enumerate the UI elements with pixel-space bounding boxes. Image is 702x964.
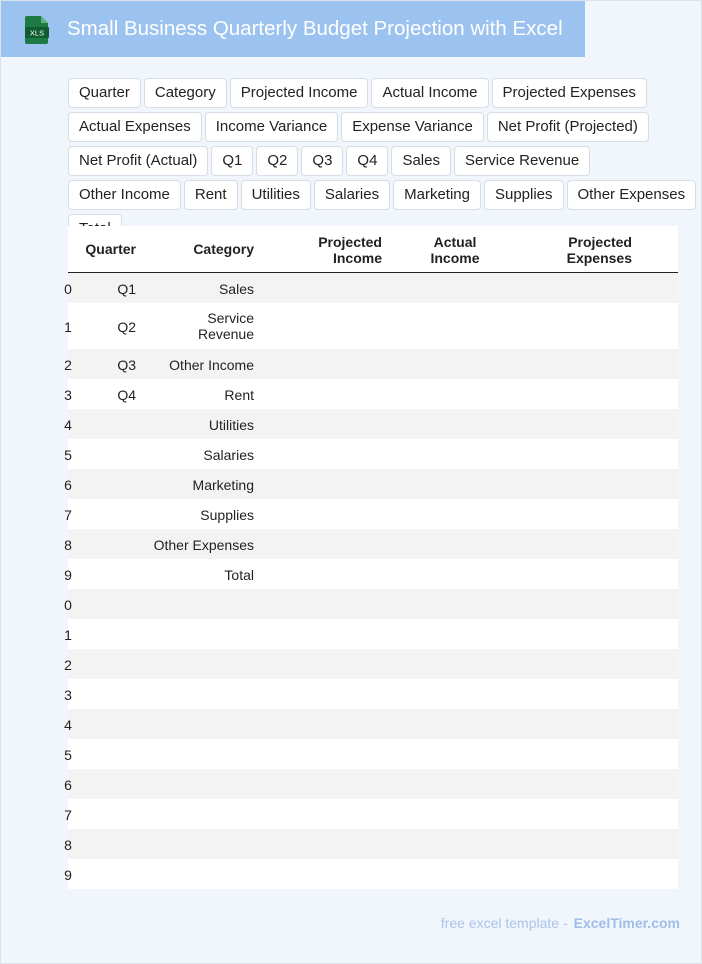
chip-quarter[interactable]: Quarter bbox=[68, 78, 141, 108]
chip-q2[interactable]: Q2 bbox=[256, 146, 298, 176]
row-index: 6 bbox=[64, 477, 72, 493]
cell-category[interactable]: Rent bbox=[224, 387, 254, 403]
row-index: 3 bbox=[64, 387, 72, 403]
cell-category[interactable]: Other Expenses bbox=[153, 537, 254, 553]
cell-category[interactable]: Supplies bbox=[200, 507, 254, 523]
cell-category[interactable]: Sales bbox=[218, 281, 254, 297]
chip-net-profit-actual[interactable]: Net Profit (Actual) bbox=[68, 146, 208, 176]
table-row bbox=[64, 589, 678, 619]
table-row bbox=[64, 829, 678, 859]
table-row bbox=[64, 769, 678, 799]
table-row bbox=[64, 303, 678, 349]
svg-text:XLS: XLS bbox=[29, 28, 45, 38]
chip-q4[interactable]: Q4 bbox=[346, 146, 388, 176]
excel-file-icon bbox=[23, 15, 51, 45]
cell-quarter[interactable]: Q2 bbox=[117, 319, 136, 335]
table-row bbox=[64, 439, 678, 469]
page-title: Small Business Quarterly Budget Projection with Excel bbox=[67, 17, 563, 40]
row-index: 3 bbox=[64, 687, 72, 703]
chip-actual-expenses[interactable]: Actual Expenses bbox=[68, 112, 202, 142]
table-row bbox=[64, 273, 678, 303]
footer-text: free excel template - bbox=[440, 915, 568, 931]
table-row bbox=[64, 349, 678, 379]
table-row bbox=[64, 379, 678, 409]
chip-supplies[interactable]: Supplies bbox=[484, 180, 564, 210]
chip-projected-income[interactable]: Projected Income bbox=[230, 78, 369, 108]
table-row bbox=[64, 859, 678, 889]
col-header-projected-income[interactable]: Projected Income bbox=[318, 234, 382, 266]
chip-other-income[interactable]: Other Income bbox=[68, 180, 181, 210]
cell-quarter[interactable]: Q3 bbox=[117, 357, 136, 373]
col-header-category[interactable]: Category bbox=[193, 241, 254, 257]
row-index: 5 bbox=[64, 747, 72, 763]
cell-category[interactable]: Utilities bbox=[208, 417, 254, 433]
chip-sales[interactable]: Sales bbox=[391, 146, 451, 176]
chip-actual-income[interactable]: Actual Income bbox=[371, 78, 488, 108]
row-index: 1 bbox=[64, 627, 72, 643]
row-index: 2 bbox=[64, 357, 72, 373]
table-row bbox=[64, 739, 678, 769]
table-row bbox=[64, 649, 678, 679]
footer-brand-link[interactable]: ExcelTimer.com bbox=[573, 915, 680, 931]
table-row bbox=[64, 679, 678, 709]
table-body bbox=[64, 273, 678, 889]
chip-category[interactable]: Category bbox=[144, 78, 227, 108]
table-row bbox=[64, 409, 678, 439]
row-index: 4 bbox=[64, 717, 72, 733]
chip-projected-expenses[interactable]: Projected Expenses bbox=[492, 78, 647, 108]
title-bar bbox=[1, 1, 585, 57]
row-index: 1 bbox=[64, 319, 72, 335]
row-index: 7 bbox=[64, 507, 72, 523]
cell-category[interactable]: Marketing bbox=[192, 477, 254, 493]
row-index: 8 bbox=[64, 837, 72, 853]
data-table bbox=[64, 226, 678, 889]
row-index: 7 bbox=[64, 807, 72, 823]
chip-other-expenses[interactable]: Other Expenses bbox=[567, 180, 697, 210]
cell-quarter[interactable]: Q4 bbox=[117, 387, 136, 403]
chip-expense-variance[interactable]: Expense Variance bbox=[341, 112, 484, 142]
table-row bbox=[64, 799, 678, 829]
table-row bbox=[64, 499, 678, 529]
col-header-quarter[interactable]: Quarter bbox=[85, 241, 136, 257]
chip-q1[interactable]: Q1 bbox=[211, 146, 253, 176]
row-index: 6 bbox=[64, 777, 72, 793]
table-row bbox=[64, 559, 678, 589]
table-row bbox=[64, 469, 678, 499]
table-header bbox=[68, 226, 678, 273]
row-index: 5 bbox=[64, 447, 72, 463]
row-index: 9 bbox=[64, 567, 72, 583]
chip-income-variance[interactable]: Income Variance bbox=[205, 112, 338, 142]
chip-rent[interactable]: Rent bbox=[184, 180, 238, 210]
table-row bbox=[64, 619, 678, 649]
row-index: 0 bbox=[64, 281, 72, 297]
col-header-projected-expenses[interactable]: Projected Expenses bbox=[566, 234, 632, 266]
cell-category[interactable]: Service Revenue bbox=[197, 310, 254, 342]
table-row bbox=[64, 709, 678, 739]
chip-salaries[interactable]: Salaries bbox=[314, 180, 390, 210]
row-index: 0 bbox=[64, 597, 72, 613]
chip-q3[interactable]: Q3 bbox=[301, 146, 343, 176]
cell-category[interactable]: Other Income bbox=[169, 357, 254, 373]
cell-category[interactable]: Salaries bbox=[203, 447, 254, 463]
cell-category[interactable]: Total bbox=[224, 567, 254, 583]
row-index: 4 bbox=[64, 417, 72, 433]
chip-utilities[interactable]: Utilities bbox=[241, 180, 311, 210]
chip-marketing[interactable]: Marketing bbox=[393, 180, 481, 210]
row-index: 8 bbox=[64, 537, 72, 553]
col-header-actual-income[interactable]: Actual Income bbox=[430, 234, 480, 266]
footer-credit bbox=[441, 915, 680, 931]
row-index: 2 bbox=[64, 657, 72, 673]
row-index: 9 bbox=[64, 867, 72, 883]
chip-net-profit-projected[interactable]: Net Profit (Projected) bbox=[487, 112, 649, 142]
header-chip-list bbox=[68, 78, 698, 244]
chip-service-revenue[interactable]: Service Revenue bbox=[454, 146, 590, 176]
cell-quarter[interactable]: Q1 bbox=[117, 281, 136, 297]
table-row bbox=[64, 529, 678, 559]
